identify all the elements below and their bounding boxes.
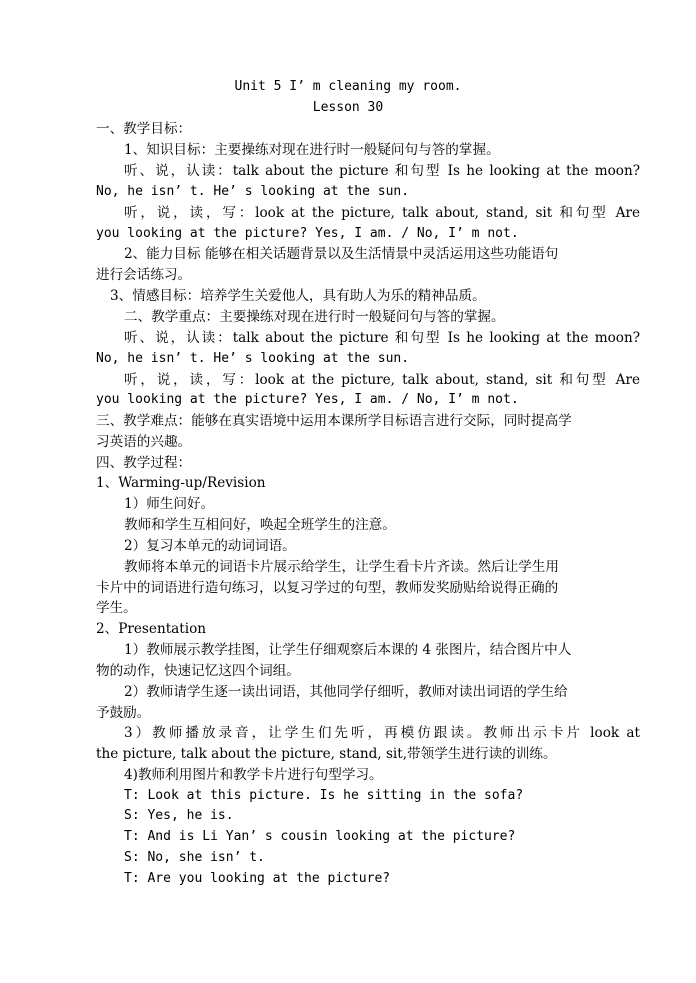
section-heading-process: 四、教学过程：	[96, 455, 192, 471]
paragraph-line: 听、说，认读：talk about the picture 和句型 Is he looking at the moon?	[124, 330, 640, 346]
dialogue-line: T: And is Li Yan’ s cousin looking at the picture?	[124, 829, 516, 844]
paragraph-line: 卡片中的词语进行造句练习，以复习学过的句型，教师发奖励贴给说得正确的	[96, 580, 559, 596]
document-subtitle: Lesson 30	[312, 100, 384, 115]
paragraph-line: 2、能力目标 能够在相关话题背景以及生活情景中灵活运用这些功能语句	[124, 246, 559, 262]
paragraph-line: 教师和学生互相问好，唤起全班学生的注意。	[124, 517, 396, 533]
paragraph-line: 1）教师展示教学挂图，让学生仔细观察后本课的 4 张图片，结合图片中人	[124, 642, 572, 658]
dialogue-line: S: No, she isn’ t.	[124, 850, 265, 865]
paragraph-line: 1）师生问好。	[124, 496, 215, 512]
dialogue-line: T: Look at this picture. Is he sitting in the sofa?	[124, 788, 524, 803]
paragraph-line: you looking at the picture? Yes, I am. / No, I’ m not.	[96, 226, 519, 241]
paragraph-line: 1、知识目标：主要操练对现在进行时一般疑问句与答的掌握。	[124, 142, 500, 158]
paragraph-line: 3、情感目标：培养学生关爱他人，具有助人为乐的精神品质。	[110, 288, 486, 304]
paragraph-line: 听，说，读，写：look at the picture, talk about, stand, sit 和句型 Are	[124, 205, 640, 221]
paragraph-line: 2）教师请学生逐一读出词语，其他同学仔细听，教师对读出词语的学生给	[124, 684, 568, 700]
paragraph-line: 教师将本单元的词语卡片展示给学生，让学生看卡片齐读。然后让学生用	[124, 559, 559, 575]
paragraph-line: 4)教师利用图片和教学卡片进行句型学习。	[124, 767, 383, 783]
document-title: Unit 5 I’ m cleaning my room.	[234, 79, 462, 94]
subsection-heading-warmup: 1、Warming-up/Revision	[96, 475, 266, 491]
paragraph-line: 3）教师播放录音，让学生们先听，再模仿跟读。教师出示卡片 look at	[124, 725, 640, 741]
dialogue-line: T: Are you looking at the picture?	[124, 871, 391, 886]
paragraph-line: No, he isn’ t. He’ s looking at the sun.	[96, 351, 410, 366]
paragraph-line: 物的动作，快速记忆这四个词组。	[96, 663, 300, 679]
paragraph-line: 予鼓励。	[96, 705, 151, 721]
section-heading-objectives: 一、教学目标：	[96, 121, 192, 137]
paragraph-line: 习英语的兴趣。	[96, 434, 192, 450]
subsection-heading-presentation: 2、Presentation	[96, 621, 207, 637]
section-heading-key-points: 二、教学重点：主要操练对现在进行时一般疑问句与答的掌握。	[124, 309, 505, 325]
paragraph-line: you looking at the picture? Yes, I am. / No, I’ m not.	[96, 392, 519, 407]
paragraph-line: the picture, talk about the picture, stand, sit,带领学生进行读的训练。	[96, 746, 557, 762]
paragraph-line: 学生。	[96, 600, 137, 616]
paragraph-line: 听、说，认读：talk about the picture 和句型 Is he looking at the moon?	[124, 163, 640, 179]
paragraph-line: 听，说，读，写：look at the picture, talk about, stand, sit 和句型 Are	[124, 372, 640, 388]
paragraph-line: No, he isn’ t. He’ s looking at the sun.	[96, 184, 410, 199]
paragraph-line: 2）复习本单元的动词词语。	[124, 538, 296, 554]
section-heading-difficulties: 三、教学难点：能够在真实语境中运用本课所学目标语言进行交际，同时提高学	[96, 413, 572, 429]
paragraph-line: 进行会话练习。	[96, 267, 192, 283]
dialogue-line: S: Yes, he is.	[124, 808, 234, 823]
